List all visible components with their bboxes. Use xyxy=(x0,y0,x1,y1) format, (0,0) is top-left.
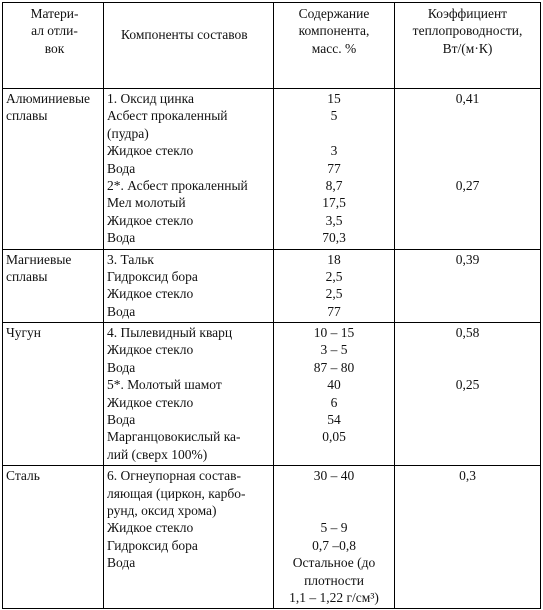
cell-line: 0,58 xyxy=(455,325,480,341)
cell-line: Магниевые xyxy=(6,251,72,267)
cell-line: рунд, оксид хрома) xyxy=(107,502,217,518)
table-body xyxy=(3,3,541,609)
cell-line: Гидроксид бора xyxy=(107,537,198,553)
cell-line: 0,7 –0,8 xyxy=(312,537,356,553)
cell-line xyxy=(395,485,540,502)
cell-line: 0,39 xyxy=(455,251,480,267)
row-coefficient xyxy=(395,89,541,250)
cell-line xyxy=(395,107,540,124)
cell-line: 5 xyxy=(330,108,338,124)
cell-line: Жидкое стекло xyxy=(107,286,194,302)
cell-line xyxy=(274,502,394,519)
cell-line: Жидкое стекло xyxy=(107,520,194,536)
cell-line xyxy=(104,589,273,606)
cell-line: Марганцовокислый ка- xyxy=(107,429,241,445)
cell-line: Гидроксид бора xyxy=(107,268,198,284)
row-content xyxy=(274,89,395,250)
row-material xyxy=(3,323,104,466)
header-row xyxy=(3,3,541,89)
cell-line xyxy=(395,537,540,554)
cell-line: 8,7 xyxy=(325,177,343,193)
cell-line xyxy=(395,212,540,229)
table-row xyxy=(3,89,541,250)
cell-line: Вода xyxy=(107,412,136,428)
composition-table xyxy=(2,2,541,609)
cell-line: 3 – 5 xyxy=(320,342,348,358)
cell-line: 0,05 xyxy=(322,429,346,445)
cell-line xyxy=(395,229,540,246)
cell-line: Жидкое стекло xyxy=(107,394,194,410)
cell-line: 2*. Асбест прокаленный xyxy=(107,177,248,193)
cell-line: 2,5 xyxy=(325,286,343,302)
cell-line: 17,5 xyxy=(322,195,346,211)
cell-line: Мел молотый xyxy=(107,195,186,211)
header-components: Компоненты составов xyxy=(104,3,274,89)
cell-line: 77 xyxy=(327,303,341,319)
cell-line xyxy=(274,485,394,502)
cell-line: 0,27 xyxy=(455,177,480,193)
cell-line xyxy=(104,572,273,589)
cell-line: 0,25 xyxy=(455,377,480,393)
header-coefficient: Коэффициент теплопроводности, Вт/(м·К) xyxy=(395,3,541,89)
row-coefficient xyxy=(395,249,541,323)
cell-line: Алюминиевые xyxy=(6,91,91,106)
cell-line: 6 xyxy=(330,394,338,410)
cell-line: Вода xyxy=(107,230,136,246)
cell-line xyxy=(395,446,540,463)
cell-line: 6. Огнеупорная состав- xyxy=(107,468,241,484)
cell-line xyxy=(395,194,540,211)
row-material xyxy=(3,249,104,323)
cell-line: Жидкое стекло xyxy=(107,143,194,159)
cell-line: Сталь xyxy=(6,468,40,484)
cell-line: 0,3 xyxy=(459,468,476,484)
row-components xyxy=(104,89,274,250)
cell-line xyxy=(395,554,540,571)
cell-line xyxy=(395,125,540,142)
row-components xyxy=(104,323,274,466)
cell-line: ляющая (циркон, карбо- xyxy=(107,485,246,501)
cell-line xyxy=(274,446,394,463)
cell-line xyxy=(395,268,540,285)
cell-line: Асбест прокаленный xyxy=(107,108,228,124)
row-material xyxy=(3,89,104,250)
cell-line xyxy=(395,160,540,177)
table-row xyxy=(3,466,541,609)
cell-line: 0,41 xyxy=(455,91,480,106)
cell-line: сплавы xyxy=(6,268,48,284)
cell-line: Жидкое стекло xyxy=(107,212,194,228)
cell-line: 18 xyxy=(327,251,341,267)
row-content xyxy=(274,249,395,323)
cell-line: 5*. Молотый шамот xyxy=(107,377,222,393)
cell-line: 77 xyxy=(327,160,341,176)
cell-line xyxy=(395,303,540,320)
cell-line: Вода xyxy=(107,303,136,319)
cell-line: Жидкое стекло xyxy=(107,342,194,358)
cell-line: 3,5 xyxy=(325,212,343,228)
cell-line xyxy=(395,359,540,376)
cell-line: Вода xyxy=(107,555,136,571)
row-content xyxy=(274,466,395,609)
cell-line xyxy=(395,341,540,358)
cell-line: лий (сверх 100%) xyxy=(107,446,208,462)
cell-line: 87 – 80 xyxy=(313,359,355,375)
header-content: Содержание компонента, масс. % xyxy=(274,3,395,89)
cell-line: 3. Тальк xyxy=(107,251,154,267)
cell-line: 54 xyxy=(327,412,341,428)
cell-line: плотности xyxy=(304,572,364,588)
cell-line xyxy=(395,394,540,411)
cell-line: 3 xyxy=(330,143,338,159)
cell-line: 1. Оксид цинка xyxy=(107,91,194,106)
cell-line xyxy=(395,589,540,606)
header-material: Матери- ал отли- вок xyxy=(3,3,104,89)
table-row xyxy=(3,323,541,466)
cell-line xyxy=(395,411,540,428)
cell-line: Вода xyxy=(107,160,136,176)
row-material xyxy=(3,466,104,609)
cell-line: Остальное (до xyxy=(292,555,376,571)
cell-line xyxy=(395,428,540,445)
cell-line: 5 – 9 xyxy=(320,520,348,536)
cell-line xyxy=(274,125,394,142)
cell-line xyxy=(395,502,540,519)
cell-line: 70,3 xyxy=(322,230,346,246)
cell-line: 4. Пылевидный кварц xyxy=(107,325,233,341)
table-row xyxy=(3,249,541,323)
row-coefficient xyxy=(395,466,541,609)
row-components xyxy=(104,249,274,323)
cell-line: 10 – 15 xyxy=(313,325,355,341)
row-components xyxy=(104,466,274,609)
cell-line: (пудра) xyxy=(107,125,149,141)
cell-line xyxy=(395,572,540,589)
row-coefficient xyxy=(395,323,541,466)
cell-line: 2,5 xyxy=(325,268,343,284)
cell-line: Вода xyxy=(107,359,136,375)
cell-line xyxy=(395,519,540,536)
cell-line: 15 xyxy=(327,91,341,106)
cell-line: Чугун xyxy=(6,325,42,341)
cell-line xyxy=(395,285,540,302)
cell-line: 1,1 – 1,22 г/см³) xyxy=(289,589,379,605)
cell-line: 30 – 40 xyxy=(313,468,355,484)
row-content xyxy=(274,323,395,466)
cell-line xyxy=(395,142,540,159)
cell-line: сплавы xyxy=(6,108,48,124)
cell-line: 40 xyxy=(327,377,341,393)
